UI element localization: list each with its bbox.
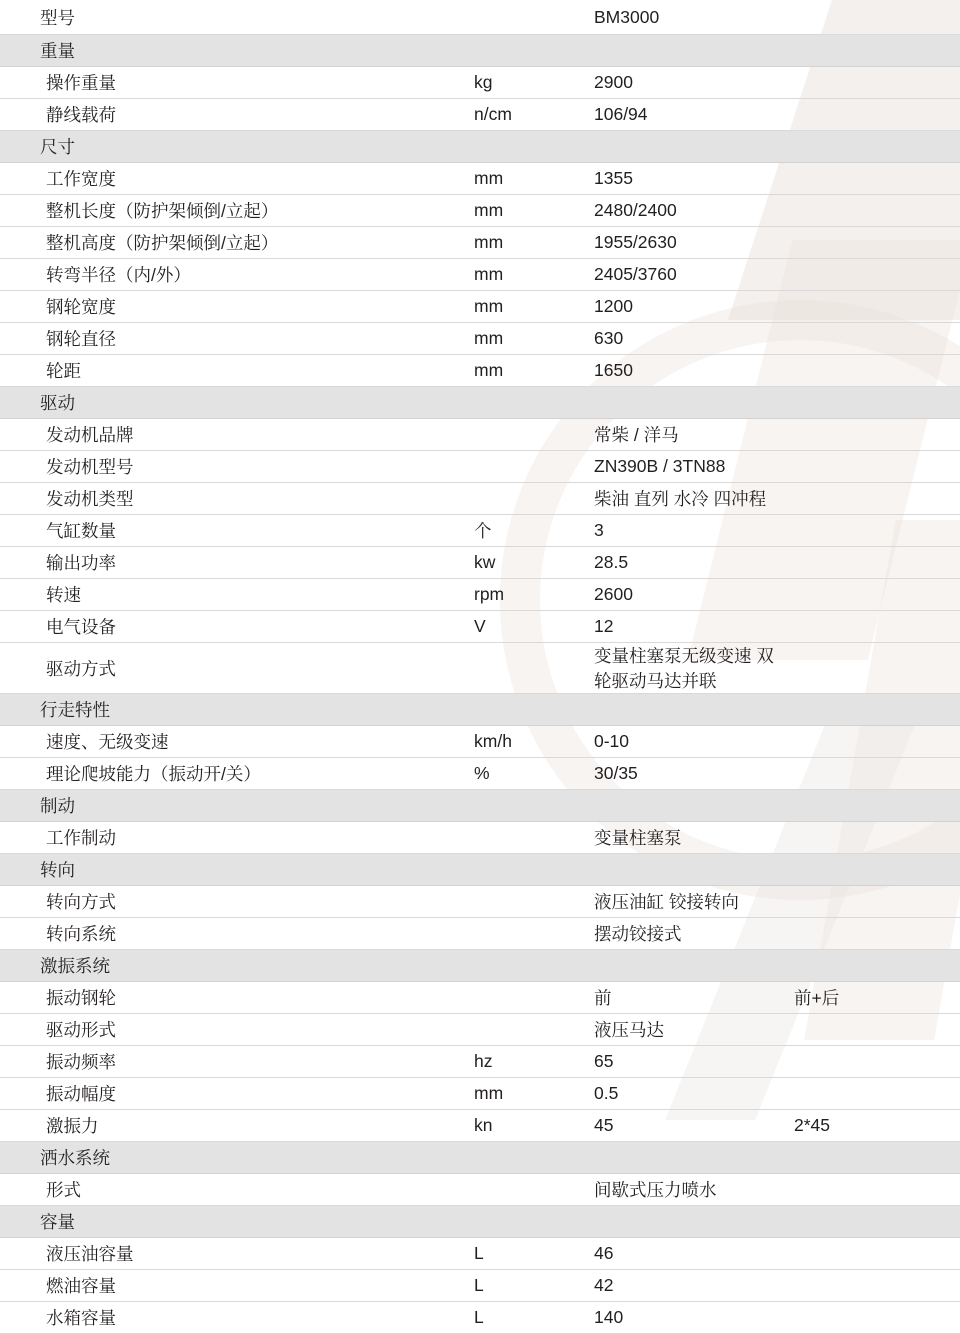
section-title: 洒水系统	[0, 1142, 960, 1174]
row-value: 45	[580, 1110, 780, 1142]
row-value: 变量柱塞泵无级变速 双轮驱动马达并联	[580, 643, 780, 694]
row-label: 转向系统	[0, 918, 460, 950]
section-title: 尺寸	[0, 131, 960, 163]
row-value-secondary	[780, 195, 960, 227]
table-row	[0, 1014, 960, 1046]
row-label: 液压油容量	[0, 1238, 460, 1270]
row-label: 发动机型号	[0, 451, 460, 483]
row-unit: L	[460, 1238, 580, 1270]
section-title: 制动	[0, 790, 960, 822]
table-row	[0, 1110, 960, 1142]
row-unit	[460, 1014, 580, 1046]
row-value-secondary	[780, 291, 960, 323]
table-section-row	[0, 387, 960, 419]
row-unit: kn	[460, 1110, 580, 1142]
row-value-secondary	[780, 259, 960, 291]
row-value-secondary	[780, 758, 960, 790]
row-unit	[460, 822, 580, 854]
row-value: 2900	[580, 67, 780, 99]
row-label: 理论爬坡能力（振动开/关）	[0, 758, 460, 790]
table-row	[0, 419, 960, 451]
row-value-secondary	[780, 822, 960, 854]
row-unit	[460, 886, 580, 918]
table-row	[0, 99, 960, 131]
row-unit	[460, 643, 580, 694]
row-unit: mm	[460, 323, 580, 355]
row-value: 1200	[580, 291, 780, 323]
table-row	[0, 323, 960, 355]
row-label: 振动频率	[0, 1046, 460, 1078]
row-value: 间歇式压力喷水	[580, 1174, 780, 1206]
table-row	[0, 67, 960, 99]
header-value2	[780, 0, 960, 35]
row-label: 输出功率	[0, 547, 460, 579]
row-unit	[460, 982, 580, 1014]
row-value-secondary	[780, 99, 960, 131]
table-row	[0, 611, 960, 643]
row-value: 28.5	[580, 547, 780, 579]
table-row	[0, 355, 960, 387]
row-value-secondary	[780, 227, 960, 259]
row-label: 转弯半径（内/外）	[0, 259, 460, 291]
row-label: 发动机品牌	[0, 419, 460, 451]
row-value: 常柴 / 洋马	[580, 419, 780, 451]
row-label: 转速	[0, 579, 460, 611]
table-section-row	[0, 35, 960, 67]
table-row	[0, 515, 960, 547]
row-unit	[460, 483, 580, 515]
row-label: 振动幅度	[0, 1078, 460, 1110]
row-label: 静线载荷	[0, 99, 460, 131]
row-label: 轮距	[0, 355, 460, 387]
header-value: BM3000	[580, 0, 780, 35]
row-value-secondary	[780, 451, 960, 483]
table-section-row	[0, 694, 960, 726]
section-title: 容量	[0, 1206, 960, 1238]
row-value-secondary	[780, 1302, 960, 1334]
row-label: 气缸数量	[0, 515, 460, 547]
row-unit: mm	[460, 1078, 580, 1110]
row-value-secondary	[780, 355, 960, 387]
row-label: 燃油容量	[0, 1270, 460, 1302]
row-value-secondary: 前+后	[780, 982, 960, 1014]
row-value: 106/94	[580, 99, 780, 131]
table-row	[0, 259, 960, 291]
row-value: 3	[580, 515, 780, 547]
row-value: ZN390B / 3TN88	[580, 451, 780, 483]
row-label: 转向方式	[0, 886, 460, 918]
row-value: 0.5	[580, 1078, 780, 1110]
row-value-secondary	[780, 1046, 960, 1078]
row-unit: mm	[460, 291, 580, 323]
row-unit: kg	[460, 67, 580, 99]
table-header-row	[0, 0, 960, 35]
row-label: 钢轮直径	[0, 323, 460, 355]
row-unit	[460, 419, 580, 451]
table-row	[0, 918, 960, 950]
header-unit	[460, 0, 580, 35]
table-row	[0, 1238, 960, 1270]
row-value: 变量柱塞泵	[580, 822, 780, 854]
table-row	[0, 451, 960, 483]
row-unit: L	[460, 1302, 580, 1334]
table-row	[0, 163, 960, 195]
table-section-row	[0, 854, 960, 886]
row-value: 30/35	[580, 758, 780, 790]
row-label: 驱动方式	[0, 643, 460, 694]
row-unit: %	[460, 758, 580, 790]
row-unit: L	[460, 1270, 580, 1302]
row-label: 振动钢轮	[0, 982, 460, 1014]
row-value: 140	[580, 1302, 780, 1334]
table-section-row	[0, 790, 960, 822]
table-row	[0, 483, 960, 515]
table-row	[0, 1270, 960, 1302]
row-label: 整机高度（防护架倾倒/立起）	[0, 227, 460, 259]
row-label: 形式	[0, 1174, 460, 1206]
table-row	[0, 1046, 960, 1078]
row-value: 2405/3760	[580, 259, 780, 291]
row-unit	[460, 451, 580, 483]
table-row	[0, 291, 960, 323]
row-value-secondary	[780, 579, 960, 611]
section-title: 行走特性	[0, 694, 960, 726]
row-label: 驱动形式	[0, 1014, 460, 1046]
row-value: 2600	[580, 579, 780, 611]
row-value: 1955/2630	[580, 227, 780, 259]
table-row	[0, 227, 960, 259]
row-unit	[460, 1174, 580, 1206]
row-unit: km/h	[460, 726, 580, 758]
row-value: 0-10	[580, 726, 780, 758]
row-value-secondary	[780, 918, 960, 950]
row-value-secondary	[780, 886, 960, 918]
row-value-secondary	[780, 483, 960, 515]
row-value-secondary	[780, 419, 960, 451]
row-unit: mm	[460, 227, 580, 259]
row-unit: mm	[460, 259, 580, 291]
table-row	[0, 579, 960, 611]
section-title: 驱动	[0, 387, 960, 419]
table-section-row	[0, 950, 960, 982]
table-row	[0, 982, 960, 1014]
row-value-secondary	[780, 1270, 960, 1302]
row-unit: hz	[460, 1046, 580, 1078]
row-value-secondary	[780, 1238, 960, 1270]
row-value-secondary: 2*45	[780, 1110, 960, 1142]
row-value-secondary	[780, 67, 960, 99]
row-value-secondary	[780, 515, 960, 547]
row-value-secondary	[780, 323, 960, 355]
row-value: 前	[580, 982, 780, 1014]
row-unit: mm	[460, 355, 580, 387]
table-row	[0, 1174, 960, 1206]
table-section-row	[0, 1142, 960, 1174]
row-value-secondary	[780, 1014, 960, 1046]
table-row	[0, 758, 960, 790]
table-row	[0, 547, 960, 579]
table-row	[0, 1302, 960, 1334]
row-value: 42	[580, 1270, 780, 1302]
row-value: 65	[580, 1046, 780, 1078]
row-label: 速度、无级变速	[0, 726, 460, 758]
row-unit: kw	[460, 547, 580, 579]
section-title: 转向	[0, 854, 960, 886]
row-label: 操作重量	[0, 67, 460, 99]
row-unit: mm	[460, 195, 580, 227]
row-value-secondary	[780, 611, 960, 643]
row-label: 水箱容量	[0, 1302, 460, 1334]
row-value-secondary	[780, 1174, 960, 1206]
row-value: 46	[580, 1238, 780, 1270]
row-unit: rpm	[460, 579, 580, 611]
row-value: 1355	[580, 163, 780, 195]
table-row	[0, 643, 960, 694]
row-value-secondary	[780, 726, 960, 758]
row-label: 钢轮宽度	[0, 291, 460, 323]
table-row	[0, 726, 960, 758]
row-value: 630	[580, 323, 780, 355]
row-value-secondary	[780, 163, 960, 195]
table-row	[0, 822, 960, 854]
table-row	[0, 886, 960, 918]
row-unit: 个	[460, 515, 580, 547]
row-unit	[460, 918, 580, 950]
row-value: 柴油 直列 水冷 四冲程	[580, 483, 780, 515]
row-value-secondary	[780, 1078, 960, 1110]
table-row	[0, 1078, 960, 1110]
row-value-secondary	[780, 547, 960, 579]
row-label: 激振力	[0, 1110, 460, 1142]
section-title: 激振系统	[0, 950, 960, 982]
row-value: 液压油缸 铰接转向	[580, 886, 780, 918]
row-label: 整机长度（防护架倾倒/立起）	[0, 195, 460, 227]
row-label: 工作宽度	[0, 163, 460, 195]
header-label: 型号	[0, 0, 460, 35]
row-value: 液压马达	[580, 1014, 780, 1046]
row-value: 12	[580, 611, 780, 643]
row-unit: n/cm	[460, 99, 580, 131]
row-value: 2480/2400	[580, 195, 780, 227]
row-unit: mm	[460, 163, 580, 195]
row-unit: V	[460, 611, 580, 643]
row-label: 电气设备	[0, 611, 460, 643]
section-title: 重量	[0, 35, 960, 67]
row-value: 1650	[580, 355, 780, 387]
table-row	[0, 195, 960, 227]
table-section-row	[0, 1206, 960, 1238]
row-value: 摆动铰接式	[580, 918, 780, 950]
row-label: 工作制动	[0, 822, 460, 854]
table-section-row	[0, 131, 960, 163]
row-value-secondary	[780, 643, 960, 694]
row-label: 发动机类型	[0, 483, 460, 515]
